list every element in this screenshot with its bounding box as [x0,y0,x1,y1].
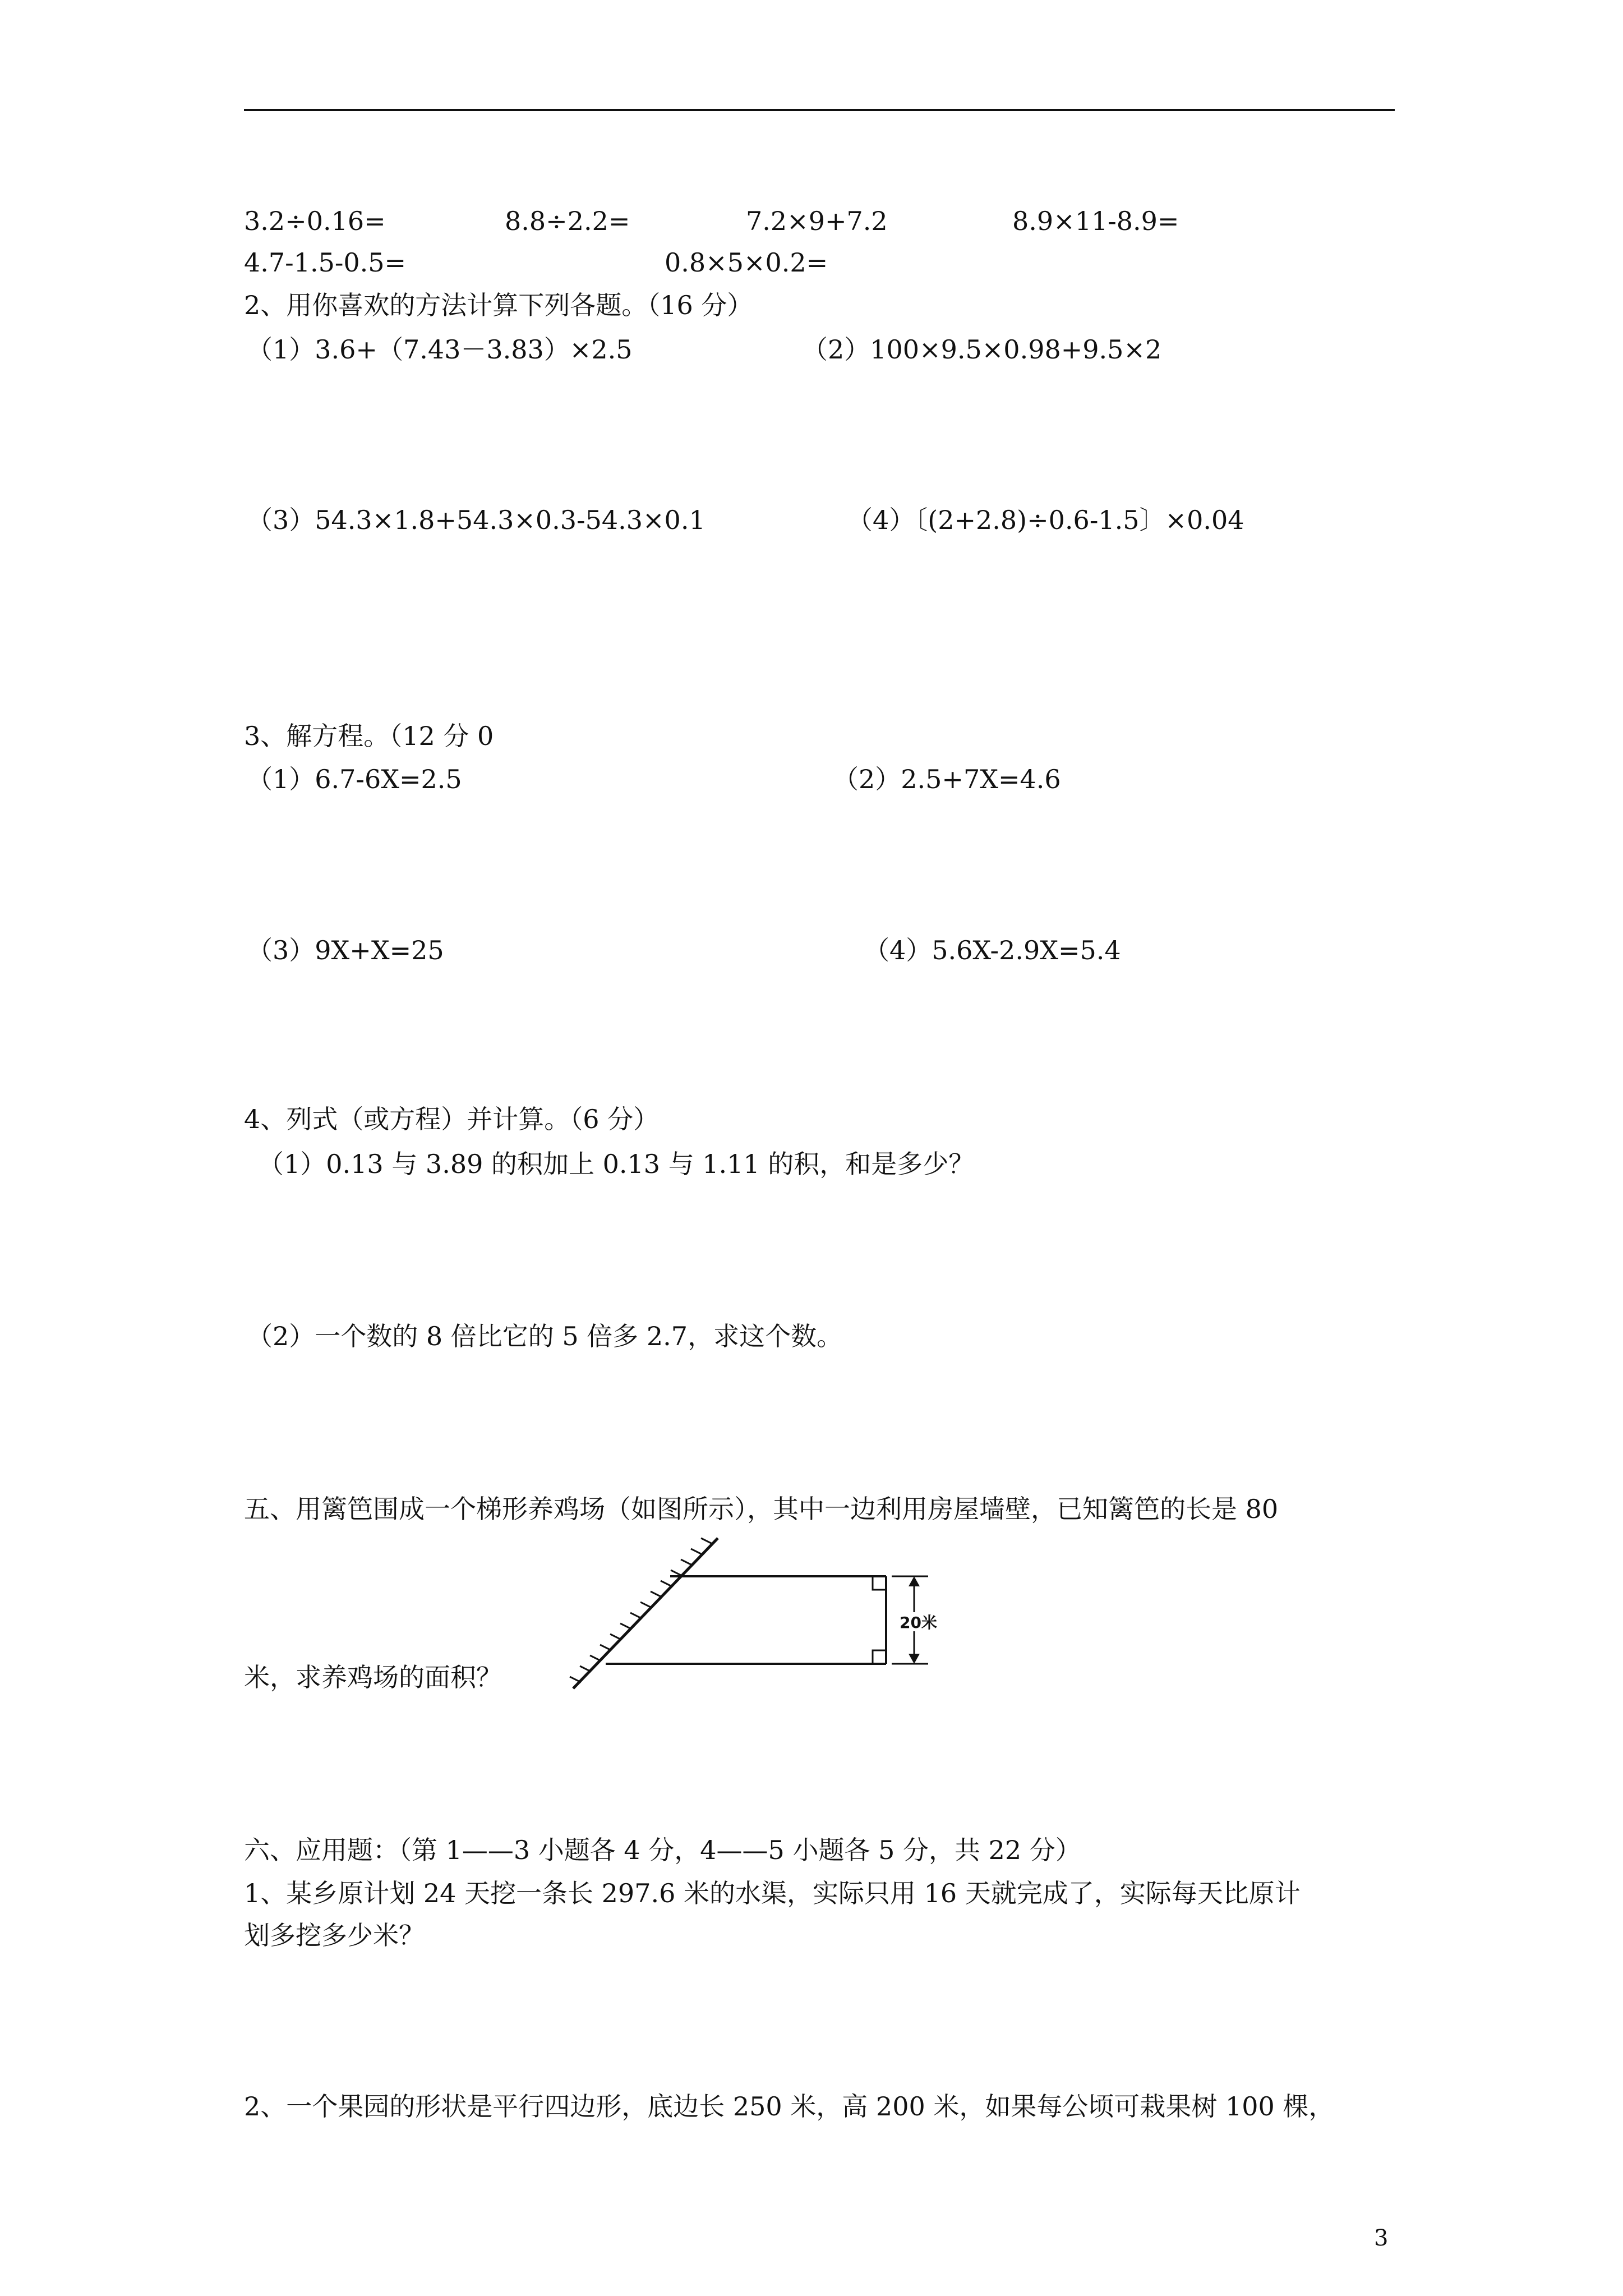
s4-question-1: （1）0.13 与 3.89 的积加上 0.13 与 1.11 的积，和是多少？ [258,1149,975,1179]
wall-line [573,1538,718,1688]
calc-5: 4.7-1.5-0.5= [244,247,407,278]
calc-6: 0.8×5×0.2= [665,247,828,278]
page-number: 3 [1374,2225,1389,2251]
right-angle-top [873,1576,886,1590]
s2-problem-3: （3）54.3×1.8+54.3×0.3-54.3×0.1 [247,505,706,535]
trapezoid-figure [561,1531,987,1700]
section-5-text-cont: 米，求养鸡场的面积？ [244,1662,502,1692]
s6-question-1: 1、某乡原计划 24 天挖一条长 297.6 米的水渠，实际只用 16 天就完成了，实际每天比原计 [244,1878,1301,1908]
calc-2: 8.8÷2.2= [505,206,630,236]
s2-problem-2: （2）100×9.5×0.98+9.5×2 [802,334,1162,365]
s3-equation-2: （2）2.5+7X=4.6 [833,764,1061,794]
s6-question-1-cont: 划多挖多少米？ [244,1920,425,1950]
height-label: 20米 [900,1613,937,1632]
s6-question-2: 2、一个果园的形状是平行四边形，底边长 250 米，高 200 米，如果每公顷可栽果树 100 棵， [244,2091,1335,2122]
section-5-text: 五、用篱笆围成一个梯形养鸡场（如图所示），其中一边利用房屋墙壁，已知篱笆的长是 80 [244,1494,1279,1524]
right-angle-bottom [873,1650,886,1664]
section-3-title: 3、解方程。（12 分 0 [244,721,494,751]
s2-problem-4: （4）〔(2+2.8)÷0.6-1.5〕×0.04 [847,505,1244,535]
s4-question-2: （2）一个数的 8 倍比它的 5 倍多 2.7，求这个数。 [247,1321,843,1351]
calc-1: 3.2÷0.16= [244,206,386,236]
section-2-title: 2、用你喜欢的方法计算下列各题。（16 分） [244,290,753,320]
s2-problem-1: （1）3.6+（7.43－3.83）×2.5 [247,334,633,365]
section-6-title: 六、应用题：（第 1——3 小题各 4 分，4——5 小题各 5 分，共 22 分） [244,1835,1081,1865]
wall-hatching [570,1538,712,1682]
section-4-title: 4、列式（或方程）并计算。（6 分） [244,1104,660,1134]
calc-3: 7.2×9+7.2 [746,206,888,236]
s3-equation-4: （4）5.6X-2.9X=5.4 [864,935,1121,965]
s3-equation-3: （3）9X+X=25 [247,935,444,965]
calc-4: 8.9×11-8.9= [1012,206,1179,236]
header-rule [244,109,1395,111]
s3-equation-1: （1）6.7-6X=2.5 [247,764,462,794]
